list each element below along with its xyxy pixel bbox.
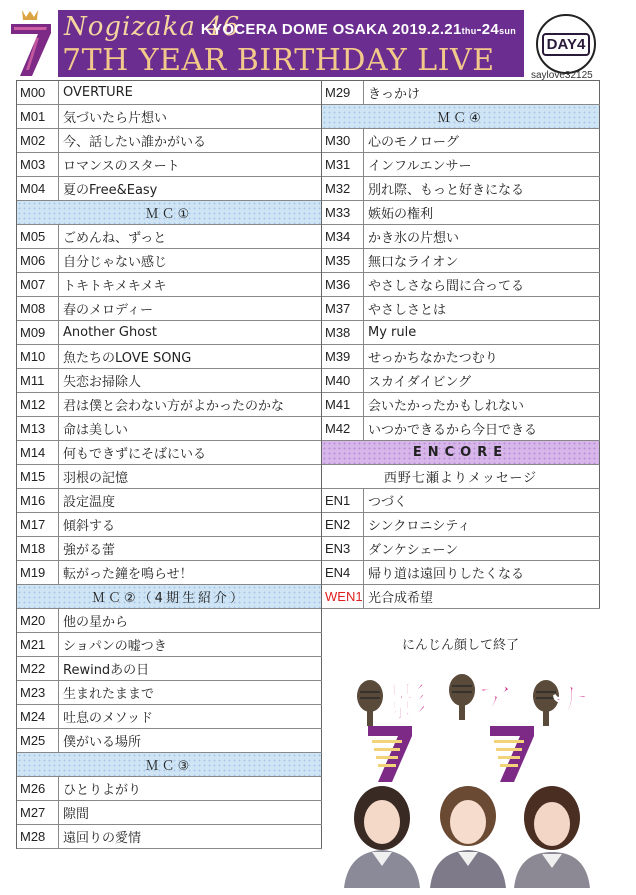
song-number: EN1 bbox=[322, 489, 364, 512]
song-title: 何もできずにそばにいる bbox=[59, 441, 322, 464]
setlist-row bbox=[17, 369, 322, 393]
song-number: M37 bbox=[322, 297, 364, 320]
song-title: 無口なライオン bbox=[364, 249, 600, 272]
song-number: M04 bbox=[17, 177, 59, 200]
ending-note: にんじん顔して終了 bbox=[401, 638, 519, 653]
setlist-row bbox=[17, 777, 322, 801]
setlist-row bbox=[322, 225, 600, 249]
song-number: M10 bbox=[17, 345, 59, 368]
song-number: M41 bbox=[322, 393, 364, 416]
song-number: M24 bbox=[17, 705, 59, 728]
song-number: M01 bbox=[17, 105, 59, 128]
setlist-row bbox=[17, 489, 322, 513]
setlist-row bbox=[322, 177, 600, 201]
setlist-right-column bbox=[321, 80, 600, 609]
song-number: M18 bbox=[17, 537, 59, 560]
setlist-row bbox=[322, 321, 600, 345]
song-number: M02 bbox=[17, 129, 59, 152]
setlist-row bbox=[17, 681, 322, 705]
song-title: インフルエンサー bbox=[364, 153, 600, 176]
setlist-row bbox=[322, 393, 600, 417]
setlist-left-column bbox=[16, 80, 322, 849]
song-number: M19 bbox=[17, 561, 59, 584]
setlist-row bbox=[17, 249, 322, 273]
setlist-row bbox=[322, 537, 600, 561]
song-number: M16 bbox=[17, 489, 59, 512]
event-title: 7TH YEAR BIRTHDAY LIVE bbox=[62, 43, 495, 77]
song-title: 設定温度 bbox=[59, 489, 322, 512]
song-title: トキトキメキメキ bbox=[59, 273, 322, 296]
setlist-row bbox=[322, 561, 600, 585]
song-title: 自分じゃない感じ bbox=[59, 249, 322, 272]
setlist-row bbox=[17, 633, 322, 657]
setlist-row bbox=[17, 81, 322, 105]
song-title: スカイダイビング bbox=[364, 369, 600, 392]
song-number: M29 bbox=[322, 81, 364, 104]
setlist-row bbox=[17, 441, 322, 465]
song-title: ロマンスのスタート bbox=[59, 153, 322, 176]
setlist-row bbox=[17, 393, 322, 417]
setlist-row bbox=[17, 729, 322, 753]
setlist-row bbox=[17, 561, 322, 585]
song-title: 転がった鐘を鳴らせ！ bbox=[59, 561, 322, 584]
setlist-row bbox=[322, 345, 600, 369]
day-badge bbox=[536, 14, 596, 74]
setlist-row bbox=[322, 153, 600, 177]
song-title: 命は美しい bbox=[59, 417, 322, 440]
svg-text:ア: ア bbox=[474, 678, 514, 724]
setlist-row bbox=[322, 369, 600, 393]
song-title: 会いたかったかもしれない bbox=[364, 393, 600, 416]
song-title: ひとりよがり bbox=[59, 777, 322, 800]
song-title: きっかけ bbox=[364, 81, 600, 104]
song-title: 光合成希望 bbox=[364, 585, 600, 608]
setlist-row bbox=[322, 81, 600, 105]
song-number: M32 bbox=[322, 177, 364, 200]
setlist-row bbox=[322, 585, 600, 609]
setlist-row bbox=[17, 513, 322, 537]
song-title: 嫉妬の権利 bbox=[364, 201, 600, 224]
setlist-row bbox=[322, 489, 600, 513]
song-number: M23 bbox=[17, 681, 59, 704]
song-number: M35 bbox=[322, 249, 364, 272]
song-number: M31 bbox=[322, 153, 364, 176]
song-number: M28 bbox=[17, 825, 59, 848]
song-title: 隙間 bbox=[59, 801, 322, 824]
song-number: M07 bbox=[17, 273, 59, 296]
song-number: M33 bbox=[322, 201, 364, 224]
song-number: M39 bbox=[322, 345, 364, 368]
song-number: M12 bbox=[17, 393, 59, 416]
song-title: ダンケシェーン bbox=[364, 537, 600, 560]
credit-text: saylove32125 bbox=[531, 70, 593, 81]
song-number: M11 bbox=[17, 369, 59, 392]
song-title: 別れ際、もっと好きになる bbox=[364, 177, 600, 200]
song-title: ショパンの嘘つき bbox=[59, 633, 322, 656]
setlist-row bbox=[17, 105, 322, 129]
song-number: M09 bbox=[17, 321, 59, 344]
song-title: 気づいたら片想い bbox=[59, 105, 322, 128]
song-title: 羽根の記憶 bbox=[59, 465, 322, 488]
svg-text:影: 影 bbox=[388, 680, 428, 726]
encore-section-header: ENCORE bbox=[322, 441, 600, 465]
setlist-row bbox=[17, 801, 322, 825]
song-title: 失恋お掃除人 bbox=[59, 369, 322, 392]
header-banner bbox=[58, 10, 524, 77]
song-number: EN4 bbox=[322, 561, 364, 584]
setlist-row bbox=[322, 249, 600, 273]
song-title: 生まれたままで bbox=[59, 681, 322, 704]
song-number: M26 bbox=[17, 777, 59, 800]
setlist-row bbox=[17, 417, 322, 441]
song-title: やさしさとは bbox=[364, 297, 600, 320]
song-number: M03 bbox=[17, 153, 59, 176]
setlist-row bbox=[17, 537, 322, 561]
song-title: 春のメロディー bbox=[59, 297, 322, 320]
venue-and-dates: KYOCERA DOME OSAKA 2019.2.21thu-24sun bbox=[200, 21, 516, 38]
setlist-row bbox=[17, 609, 322, 633]
song-number: M05 bbox=[17, 225, 59, 248]
song-title: やさしさなら間に合ってる bbox=[364, 273, 600, 296]
encore-note: 西野七瀬よりメッセージ bbox=[322, 465, 600, 489]
setlist-row bbox=[322, 513, 600, 537]
song-number: M30 bbox=[322, 129, 364, 152]
song-title: 強がる蕾 bbox=[59, 537, 322, 560]
song-title: かき氷の片想い bbox=[364, 225, 600, 248]
song-title: 帰り道は遠回りしたくなる bbox=[364, 561, 600, 584]
setlist-row bbox=[322, 417, 600, 441]
mc-section-header: ＭＣ②（4期生紹介） bbox=[17, 585, 322, 609]
setlist-row bbox=[322, 129, 600, 153]
song-number: M36 bbox=[322, 273, 364, 296]
setlist-row bbox=[17, 273, 322, 297]
setlist-row bbox=[322, 201, 600, 225]
setlist-row bbox=[17, 225, 322, 249]
song-number: M34 bbox=[322, 225, 364, 248]
mc-section-header: ＭＣ③ bbox=[17, 753, 322, 777]
member-photos-image bbox=[338, 780, 600, 888]
song-number: M14 bbox=[17, 441, 59, 464]
day-badge-label: DAY4 bbox=[542, 33, 591, 56]
song-title: 傾斜する bbox=[59, 513, 322, 536]
setlist-row bbox=[17, 321, 322, 345]
song-title: せっかちなかたつむり bbox=[364, 345, 600, 368]
song-title: Another Ghost bbox=[59, 321, 322, 344]
song-title: つづく bbox=[364, 489, 600, 512]
song-title: ごめんね、ずっと bbox=[59, 225, 322, 248]
song-title: Rewindあの日 bbox=[59, 657, 322, 680]
setlist-row bbox=[17, 825, 322, 849]
group-name: Nogizaka 46 bbox=[64, 12, 241, 42]
song-title: 魚たちのLOVE SONG bbox=[59, 345, 322, 368]
song-number: M06 bbox=[17, 249, 59, 272]
song-number: M25 bbox=[17, 729, 59, 752]
song-number: M40 bbox=[322, 369, 364, 392]
song-title: 夏のFree&Easy bbox=[59, 177, 322, 200]
song-title: My rule bbox=[364, 321, 600, 344]
song-number: WEN1 bbox=[322, 585, 364, 608]
setlist-row bbox=[17, 465, 322, 489]
song-number: EN3 bbox=[322, 537, 364, 560]
song-title: 今、話したい誰かがいる bbox=[59, 129, 322, 152]
song-title: 他の星から bbox=[59, 609, 322, 632]
song-title: OVERTURE bbox=[59, 81, 322, 104]
mc-section-header: ＭＣ④ bbox=[322, 105, 600, 129]
song-number: M20 bbox=[17, 609, 59, 632]
setlist-row bbox=[17, 297, 322, 321]
song-title: 吐息のメソッド bbox=[59, 705, 322, 728]
setlist-row bbox=[17, 705, 322, 729]
song-number: M42 bbox=[322, 417, 364, 440]
setlist-row bbox=[17, 345, 322, 369]
svg-text:ナ: ナ bbox=[550, 680, 590, 726]
song-number: M17 bbox=[17, 513, 59, 536]
song-number: M15 bbox=[17, 465, 59, 488]
song-title: 遠回りの愛情 bbox=[59, 825, 322, 848]
song-number: M22 bbox=[17, 657, 59, 680]
song-number: M38 bbox=[322, 321, 364, 344]
song-number: M27 bbox=[17, 801, 59, 824]
song-number: M08 bbox=[17, 297, 59, 320]
setlist-row bbox=[17, 153, 322, 177]
setlist-row bbox=[17, 129, 322, 153]
song-number: M21 bbox=[17, 633, 59, 656]
song-number: M00 bbox=[17, 81, 59, 104]
kage-ana-logo-image bbox=[340, 664, 590, 784]
song-number: M13 bbox=[17, 417, 59, 440]
setlist-row bbox=[17, 177, 322, 201]
setlist-row bbox=[17, 657, 322, 681]
song-title: 僕がいる場所 bbox=[59, 729, 322, 752]
setlist-row bbox=[322, 273, 600, 297]
nogizaka-7-logo bbox=[8, 8, 54, 78]
setlist-row bbox=[322, 297, 600, 321]
mc-section-header: ＭＣ① bbox=[17, 201, 322, 225]
song-title: シンクロニシティ bbox=[364, 513, 600, 536]
song-title: いつかできるから今日できる bbox=[364, 417, 600, 440]
song-title: 心のモノローグ bbox=[364, 129, 600, 152]
song-title: 君は僕と会わない方がよかったのかな bbox=[59, 393, 322, 416]
song-number: EN2 bbox=[322, 513, 364, 536]
